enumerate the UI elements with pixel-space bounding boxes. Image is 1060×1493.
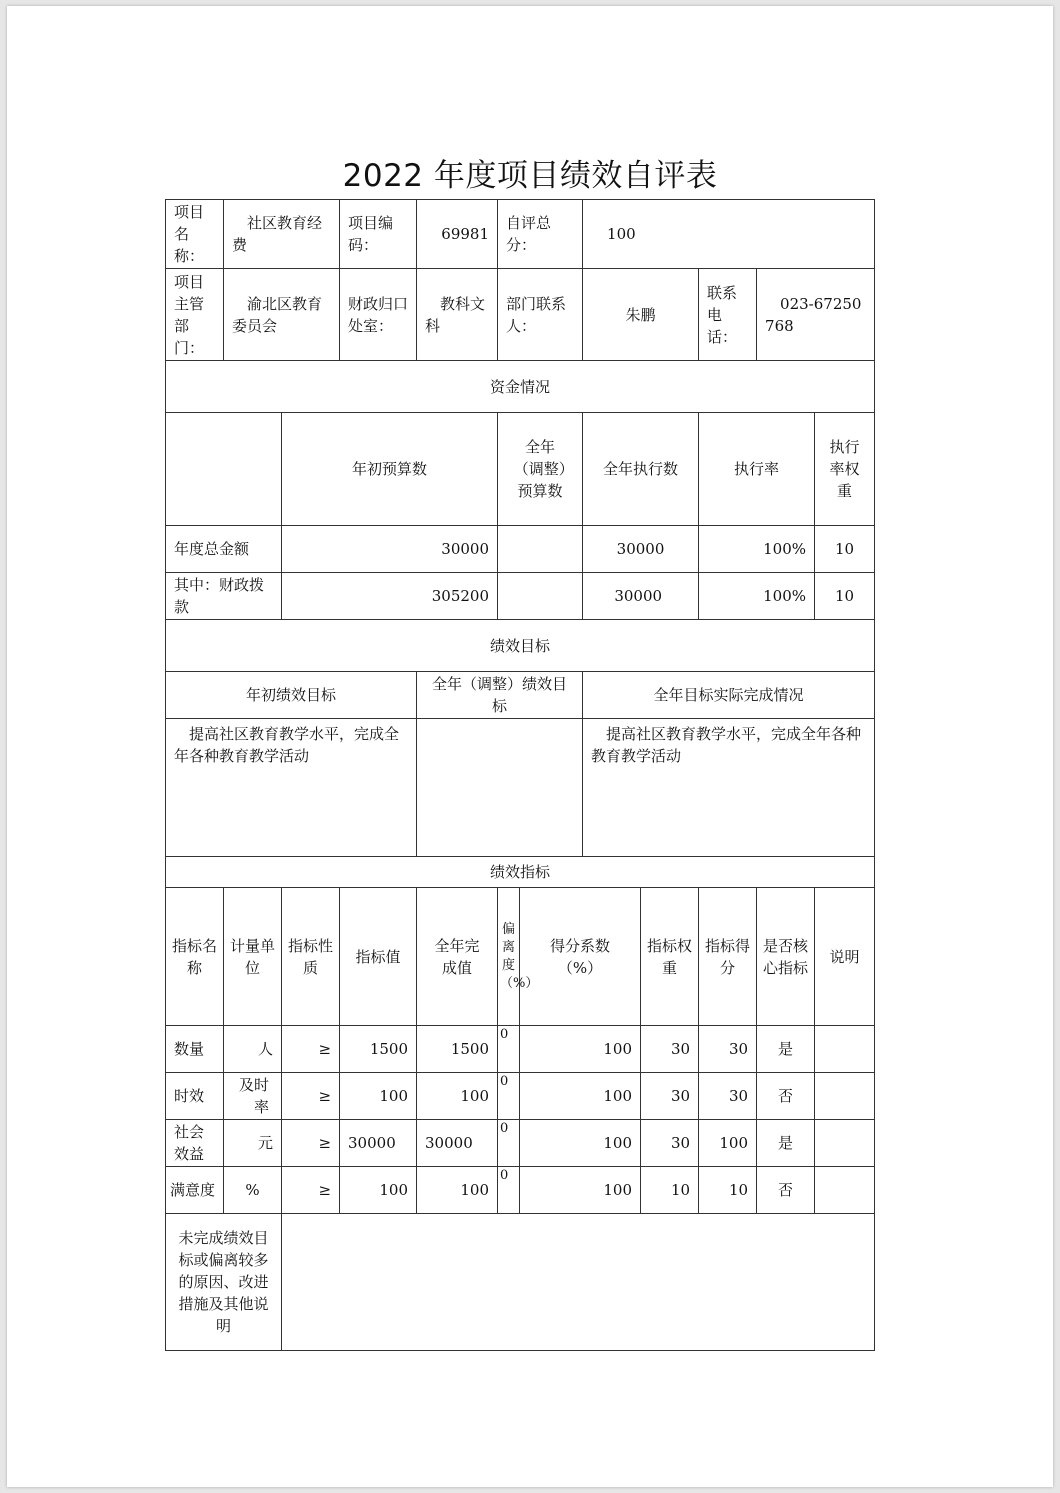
goals-header-initial: 年初绩效目标 [166,672,417,719]
indicator-row [166,1026,875,1073]
evaluation-table [165,199,875,1351]
ind-weight: 30 [641,1026,699,1073]
ind-weight: 30 [641,1073,699,1120]
goals-section-row [166,620,875,672]
ind-deviation: 0 [498,1167,520,1214]
ind-header-nature: 指标性质 [282,888,340,1026]
ind-score: 30 [699,1073,757,1120]
ind-unit: 及时率 [224,1073,282,1120]
finance-office-label: 财政归口处室： [340,269,417,361]
goals-adjusted [417,719,583,857]
phone: 023-67250768 [757,269,875,361]
contact: 朱鹏 [583,269,699,361]
ind-note [815,1120,875,1167]
funds-header-initial: 年初预算数 [282,413,498,526]
indicator-row [166,1120,875,1167]
ind-score: 30 [699,1026,757,1073]
goals-actual: 提高社区教育教学水平，完成全年各种教育教学活动 [583,719,875,857]
ind-completed: 30000 [417,1120,498,1167]
ind-header-value: 指标值 [340,888,417,1026]
ind-coef: 100 [520,1120,641,1167]
ind-nature: ≥ [282,1073,340,1120]
ind-unit: 元 [224,1120,282,1167]
ind-score: 10 [699,1167,757,1214]
funds-header-weight: 执行率权重 [815,413,875,526]
project-name-label: 项目名称： [166,200,224,269]
ind-weight: 10 [641,1167,699,1214]
funds-row-adjusted [498,526,583,573]
funds-row-executed: 30000 [583,573,699,620]
ind-deviation: 0 [498,1120,520,1167]
ind-core: 否 [757,1167,815,1214]
ind-nature: ≥ [282,1026,340,1073]
ind-nature: ≥ [282,1167,340,1214]
funds-row-label: 其中：财政拨款 [166,573,282,620]
ind-header-completed: 全年完成值 [417,888,498,1026]
funds-row-initial: 30000 [282,526,498,573]
ind-completed: 100 [417,1073,498,1120]
ind-score: 100 [699,1120,757,1167]
finance-office: 教科文科 [417,269,498,361]
funds-row [166,526,875,573]
ind-unit: 人 [224,1026,282,1073]
ind-weight: 30 [641,1120,699,1167]
ind-value: 100 [340,1073,417,1120]
ind-core: 是 [757,1120,815,1167]
remarks-row [166,1214,875,1351]
ind-header-weight: 指标权重 [641,888,699,1026]
ind-value: 100 [340,1167,417,1214]
indicator-row [166,1167,875,1214]
funds-header-row [166,413,875,526]
funds-row-rate: 100% [699,526,815,573]
goals-header-adjusted: 全年（调整）绩效目标 [417,672,583,719]
self-score: 100 [583,200,875,269]
funds-header-adjusted: 全年（调整）预算数 [498,413,583,526]
ind-core: 否 [757,1073,815,1120]
self-score-label: 自评总分： [498,200,583,269]
goals-content-row [166,719,875,857]
goals-initial: 提高社区教育教学水平，完成全年各种教育教学活动 [166,719,417,857]
ind-header-note: 说明 [815,888,875,1026]
indicators-section-row [166,857,875,888]
ind-completed: 100 [417,1167,498,1214]
ind-value: 30000 [340,1120,417,1167]
ind-coef: 100 [520,1026,641,1073]
funds-header-rate: 执行率 [699,413,815,526]
project-code-label: 项目编码： [340,200,417,269]
funds-row-label: 年度总金额 [166,526,282,573]
indicators-header-row [166,888,875,1026]
contact-label: 部门联系人： [498,269,583,361]
ind-note [815,1167,875,1214]
project-name: 社区教育经费 [224,200,340,269]
goals-section-title: 绩效目标 [166,620,875,672]
funds-row-rate: 100% [699,573,815,620]
ind-note [815,1073,875,1120]
ind-nature: ≥ [282,1120,340,1167]
ind-core: 是 [757,1026,815,1073]
ind-completed: 1500 [417,1026,498,1073]
funds-row-executed: 30000 [583,526,699,573]
basic-row-2 [166,269,875,361]
ind-value: 1500 [340,1026,417,1073]
ind-coef: 100 [520,1167,641,1214]
funds-row [166,573,875,620]
ind-coef: 100 [520,1073,641,1120]
ind-header-coef: 得分系数（%） [520,888,641,1026]
ind-header-unit: 计量单位 [224,888,282,1026]
funds-header-executed: 全年执行数 [583,413,699,526]
ind-header-deviation: 偏离度（%） [498,888,520,1026]
ind-name: 满意度 [166,1167,224,1214]
funds-section-row [166,361,875,413]
ind-name: 时效 [166,1073,224,1120]
goals-header-actual: 全年目标实际完成情况 [583,672,875,719]
funds-row-weight: 10 [815,526,875,573]
funds-row-weight: 10 [815,573,875,620]
ind-deviation: 0 [498,1026,520,1073]
phone-label: 联系电话： [699,269,757,361]
ind-name: 数量 [166,1026,224,1073]
project-code: 69981 [417,200,498,269]
page-title: 2022 年度项目绩效自评表 [342,158,718,194]
ind-header-name: 指标名称 [166,888,224,1026]
funds-row-adjusted [498,573,583,620]
dept-label: 项目主管部门： [166,269,224,361]
ind-name: 社会效益 [166,1120,224,1167]
remarks-label: 未完成绩效目标或偏离较多的原因、改进措施及其他说明 [166,1214,282,1351]
indicator-row [166,1073,875,1120]
goals-header-row [166,672,875,719]
ind-unit: % [224,1167,282,1214]
funds-row-initial: 305200 [282,573,498,620]
funds-section-title: 资金情况 [166,361,875,413]
ind-header-score: 指标得分 [699,888,757,1026]
ind-note [815,1026,875,1073]
ind-header-core: 是否核心指标 [757,888,815,1026]
dept: 渝北区教育委员会 [224,269,340,361]
indicators-section-title: 绩效指标 [166,857,875,888]
basic-row-1 [166,200,875,269]
remarks-content [282,1214,875,1351]
document-page [7,6,1053,1487]
funds-header-blank [166,413,282,526]
ind-deviation: 0 [498,1073,520,1120]
